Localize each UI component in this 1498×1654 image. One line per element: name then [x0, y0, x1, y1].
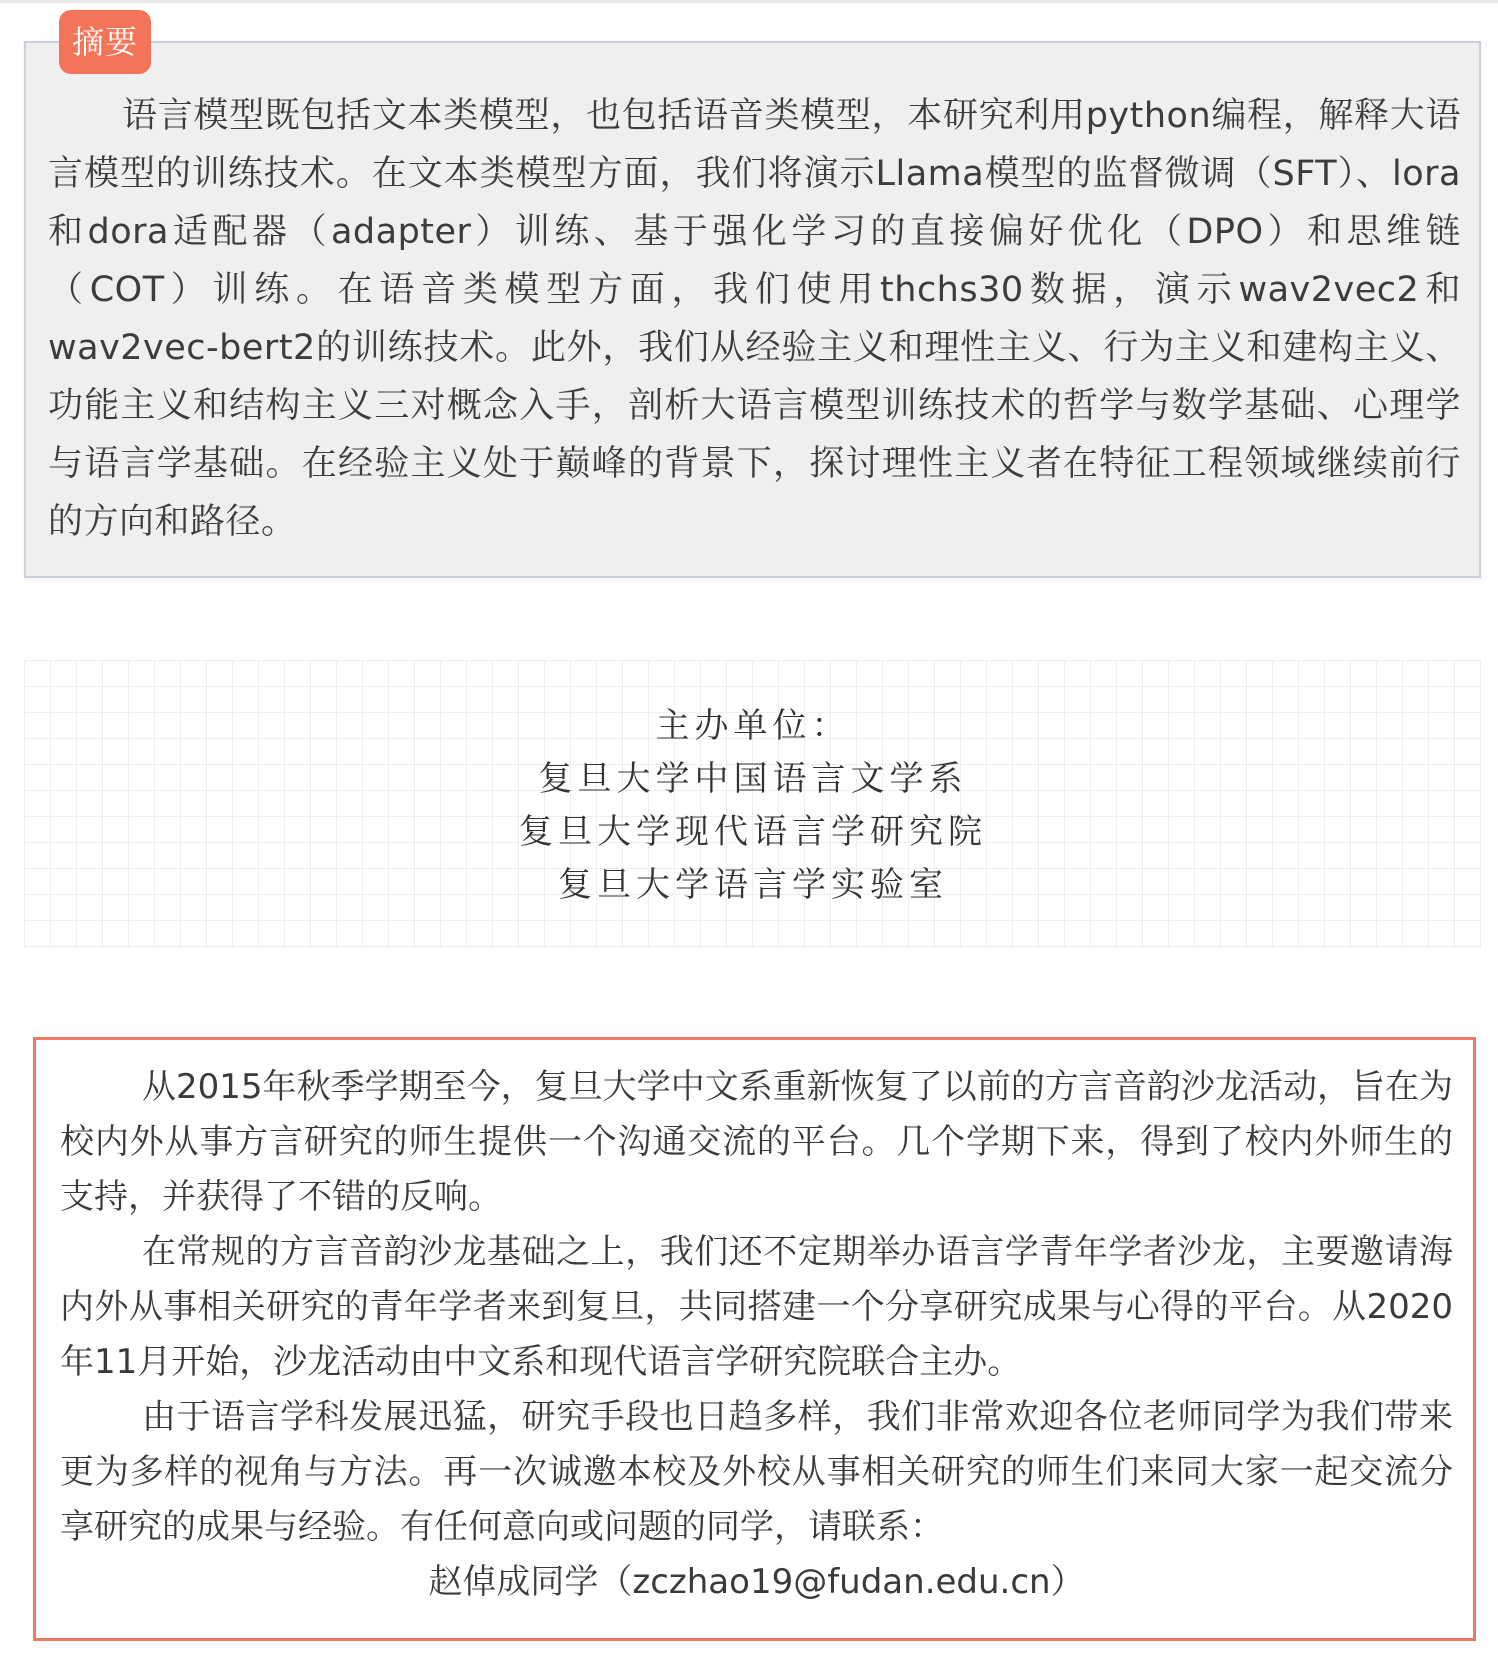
salon-paragraph: 在常规的方言音韵沙龙基础之上，我们还不定期举办语言学青年学者沙龙，主要邀请海内外从事相关研究的青年学者来到复旦，共同搭建一个分享研究成果与心得的平台。从2020年11月开始，沙龙活动由中文系和现代语言学研究院联合主办。 — [60, 1232, 1453, 1382]
salon-paragraph: 从2015年秋季学期至今，复旦大学中文系重新恢复了以前的方言音韵沙龙活动，旨在为校内外从事方言研究的师生提供一个沟通交流的平台。几个学期下来，得到了校内外师生的支持，并获得了不错的反响。 — [60, 1067, 1453, 1217]
abstract-badge: 摘要 — [59, 10, 151, 74]
salon-text-block — [60, 1060, 1453, 1610]
contact-line: 赵倬成同学（zczhao19@fudan.edu.cn） — [428, 1562, 1085, 1602]
organizer-item: 复旦大学中国语言文学系 — [538, 759, 968, 799]
top-divider — [0, 0, 1498, 3]
abstract-text: 语言模型既包括文本类模型，也包括语音类模型，本研究利用python编程，解释大语言模型的训练技术。在文本类模型方面，我们将演示Llama模型的监督微调（SFT）、lora和dora适配器（adapter）训练、基于强化学习的直接偏好优化（DPO）和思维链（COT）训练。在语音类模型方面，我们使用thchs30数据，演示wav2vec2和wav2vec-bert2的训练技术。此外，我们从经验主义和理性主义、行为主义和建构主义、功能主义和结构主义三对概念入手，剖析大语言模型训练技术的哲学与数学基础、心理学与语言学基础。在经验主义处于巅峰的背景下，探讨理性主义者在特征工程领域继续前行的方向和路径。 — [48, 96, 1461, 542]
abstract-section — [24, 41, 1481, 578]
salon-intro-section — [33, 1037, 1476, 1641]
organizer-item: 复旦大学语言学实验室 — [558, 865, 948, 905]
salon-paragraph: 由于语言学科发展迅猛，研究手段也日趋多样，我们非常欢迎各位老师同学为我们带来更为多样的视角与方法。再一次诚邀本校及外校从事相关研究的师生们来同大家一起交流分享研究的成果与经验。有任何意向或问题的同学，请联系： — [60, 1397, 1453, 1547]
organizer-title: 主办单位： — [655, 706, 851, 746]
organizer-section — [24, 660, 1482, 948]
organizer-item: 复旦大学现代语言学研究院 — [519, 812, 987, 852]
